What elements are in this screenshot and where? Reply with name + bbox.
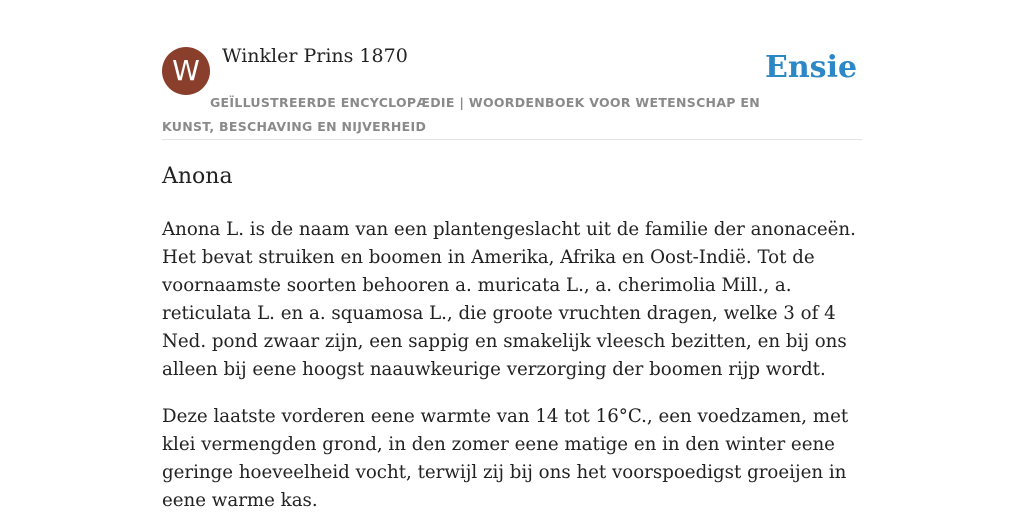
source-subtitle: GEÏLLUSTREERDE ENCYCLOPÆDIE | WOORDENBOEK VOOR WETENSCHAP EN KUNST, BESCHAVING EN NIJVERHEID <box>162 95 760 134</box>
entry-paragraph-2: Deze laatste vorderen eene warmte van 14 tot 16°C., een voedzamen, met klei vermengden grond, in den zomer eene matige en in den winter eene geringe hoeveelheid vocht, terwijl zij bij ons het voorspoedigst groeijen in eene warme kas. <box>162 406 849 511</box>
source-avatar[interactable]: W <box>162 47 210 95</box>
header-divider <box>162 139 862 140</box>
entry-paragraph-1: Anona L. is de naam van een plantengeslacht uit de familie der anonaceën. Het bevat struiken en boomen in Amerika, Afrika en Oost-Indië. Tot de voornaamste soorten behooren a. muricata L., a. cherimolia Mill., a. reticulata L. en a. squamosa L., die groote vruchten dragen, welke 3 of 4 Ned. pond zwaar zijn, een sappig en smakelijk vleesch bezitten, en bij ons alleen bij eene hoogst naauwkeurige verzorging der boomen rijp wordt. <box>162 219 856 380</box>
brand-logo[interactable]: Ensie <box>765 50 858 85</box>
entry-title: Anona <box>162 164 233 189</box>
source-title[interactable]: Winkler Prins 1870 <box>222 45 408 67</box>
